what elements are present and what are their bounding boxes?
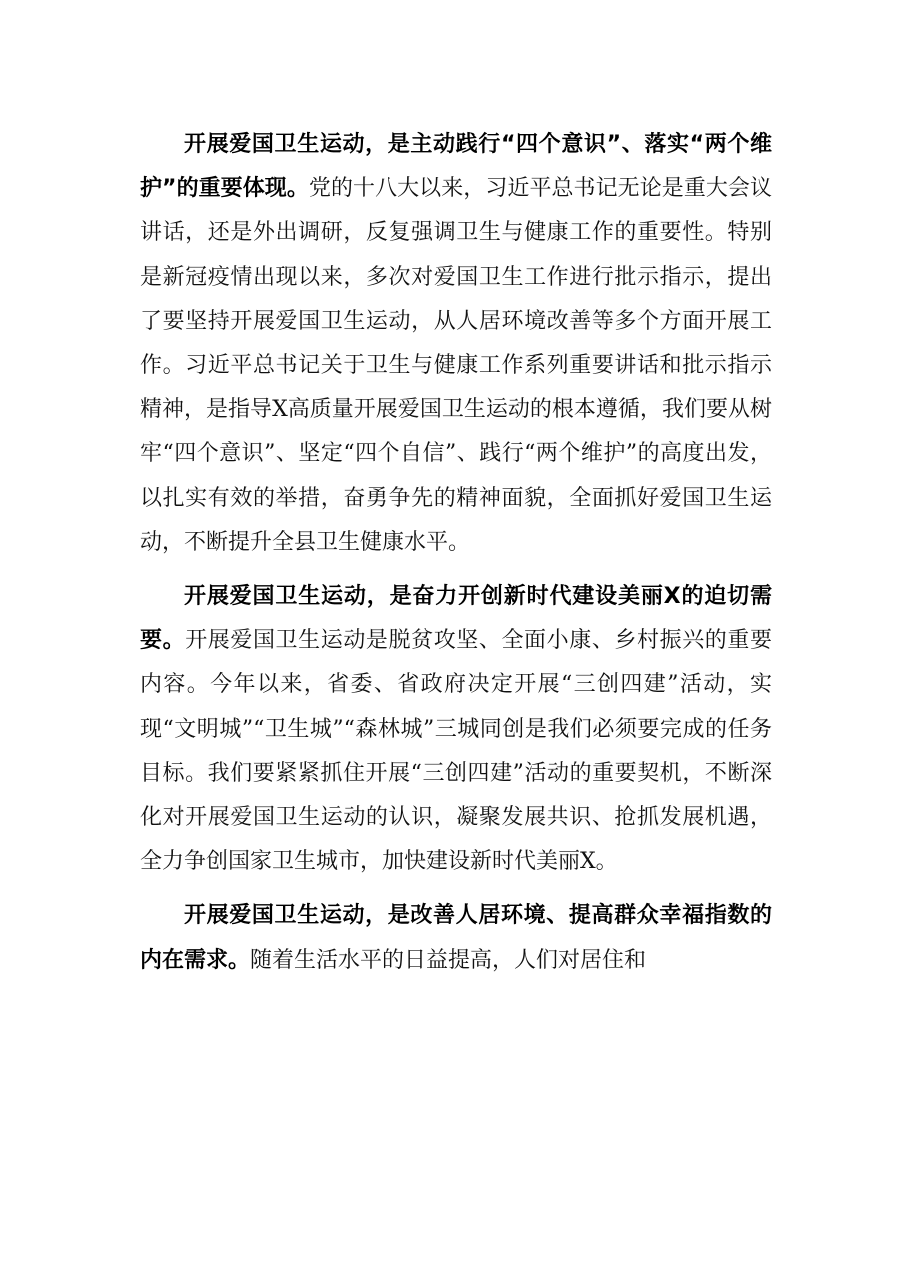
- paragraph-3-lead: 开展爱国卫生运动，是改善人居环境、提高群众幸福指数的内在需求。: [140, 903, 772, 973]
- paragraph-1-lead: 开展爱国卫生运动，是主动践行“四个意识”、落实“两个维护”的重要体现。: [140, 132, 772, 202]
- paragraph-1-body: 党的十八大以来，习近平总书记无论是重大会议讲话，还是外出调研，反复强调卫生与健康工作的重要性。特别是新冠疫情出现以来，多次对爱国卫生工作进行批示指示，提出了要坚持开展爱国卫生运动，从人居环境改善等多个方面开展工作。习近平总书记关于卫生与健康工作系列重要讲话和批示指示精神，是指导X高质量开展爱国卫生运动的根本遵循，我们要从树牢“四个意识”、坚定“四个自信”、践行“两个维护”的高度出发，以扎实有效的举措，奋勇争先的精神面貌，全面抓好爱国卫生运动，不断提升全县卫生健康水平。: [140, 176, 772, 555]
- document-body: [140, 123, 772, 993]
- paragraph-2: [140, 575, 772, 884]
- paragraph-3-body: 随着生活水平的日益提高，人们对居住和: [250, 947, 647, 973]
- paragraph-2-lead: 开展爱国卫生运动，是奋力开创新时代建设美丽X的迫切需要。: [140, 584, 772, 654]
- paragraph-2-body: 开展爱国卫生运动是脱贫攻坚、全面小康、乡村振兴的重要内容。今年以来，省委、省政府决定开展“三创四建”活动，实现“文明城”“卫生城”“森林城”三城同创是我们必须要完成的任务目标。我们要紧紧抓住开展“三创四建”活动的重要契机，不断深化对开展爱国卫生运动的认识，凝聚发展共识、抢抓发展机遇，全力争创国家卫生城市，加快建设新时代美丽X。: [140, 628, 772, 875]
- paragraph-3: [140, 894, 772, 982]
- paragraph-1: [140, 123, 772, 565]
